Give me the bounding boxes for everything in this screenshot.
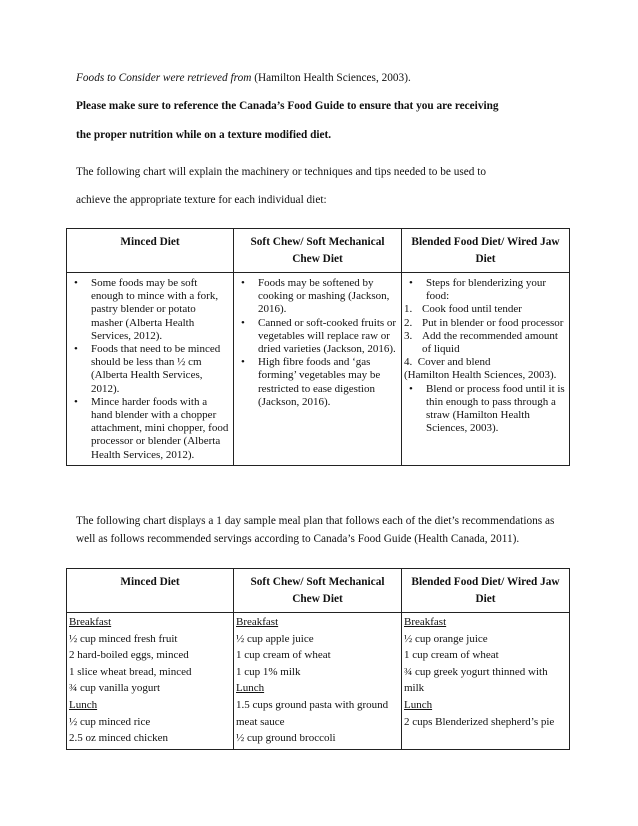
header-blended-diet: Blended Food Diet/ Wired Jaw Diet [402,569,570,613]
bullet-icon: • [409,277,413,289]
bullet-icon: • [74,395,78,408]
header-blended-diet: Blended Food Diet/ Wired Jaw Diet [402,229,570,273]
list-item: 1.5 cups ground pasta with ground meat sauce [236,698,389,728]
bullet-icon: • [74,277,78,289]
lunch-label: Lunch [404,698,433,711]
list-item: ½ cup minced fresh fruit [69,632,178,645]
list-item: 1 cup 1% milk [236,665,301,678]
breakfast-label: Breakfast [404,616,447,628]
blended-meal-cell [402,613,570,750]
source-note-italic: Foods to Consider were retrieved from [76,72,252,84]
header-soft-chew-diet: Soft Chew/ Soft Mechanical Chew Diet [234,569,402,613]
list-item: • High fibre foods and ‘gas forming’ vegetables may be restricted to ease digestion (Jackson, 2016). [241,356,381,408]
list-item: 1 cup cream of wheat [236,649,331,662]
guide-reminder-line-1: Please make sure to reference the Canada’s Food Guide to ensure that you are receiving [76,100,499,112]
list-item: 2 hard-boiled eggs, minced [69,649,189,662]
list-item: ½ cup orange juice [404,632,488,645]
list-item: 2.5 oz minced chicken [69,732,168,745]
techniques-header-row [67,229,570,273]
minced-meal-cell [67,613,234,750]
meal-plan-header-row [67,569,570,613]
list-item: • Some foods may be soft enough to mince with a fork, pastry blender or potato masher (Alberta Health Services, 2012). [74,277,219,342]
list-item: 1 slice wheat bread, minced [69,665,192,678]
step-item: 3. Add the recommended amount of liquid [404,329,558,356]
meal-plan-body-row [67,613,570,750]
soft-chew-techniques-cell [234,273,402,466]
bullet-icon: • [241,316,245,329]
bullet-icon: • [241,277,245,289]
list-item: ½ cup apple juice [236,632,314,645]
guide-reminder-line-2: the proper nutrition while on a texture modified diet. [76,129,332,141]
chart-intro-line-1: The following chart will explain the machinery or techniques and tips needed to be used to [76,166,487,178]
bullet-icon: • [241,356,245,369]
list-item: • Canned or soft-cooked fruits or vegetables will replace raw or dried varieties (Jackson, 2016). [241,316,397,356]
step-citation: (Hamilton Health Sciences, 2003). [404,369,557,382]
breakfast-label: Breakfast [236,616,279,628]
bullet-icon: • [74,343,78,356]
list-item: ½ cup minced rice [69,715,151,728]
list-item: 1 cup cream of wheat [404,649,499,662]
source-note [76,72,566,84]
lunch-label: Lunch [69,698,98,711]
minced-techniques-cell [67,273,234,466]
list-item: • Foods may be softened by cooking or mashing (Jackson, 2016). [241,277,390,316]
list-item: ¾ cup vanilla yogurt [69,682,161,695]
step-item: 1. Cook food until tender [404,303,522,316]
blended-techniques-cell [402,273,570,466]
meal-plan-intro: The following chart displays a 1 day sample meal plan that follows each of the diet’s recommendations as well as follows recommended servings according to Canada’s Food Guide (Health Canada, 2011). [76,515,555,545]
list-item: • Blend or process food until it is thin enough to pass through a straw (Hamilton Health Sciences, 2003). [409,382,565,435]
list-item: • Steps for blenderizing your food: [409,277,547,303]
list-item: ½ cup ground broccoli [236,732,336,745]
meal-plan-table [66,568,570,750]
list-item: 2 cups Blenderized shepherd’s pie [404,715,555,728]
techniques-table [66,228,570,466]
source-note-citation: (Hamilton Health Sciences, 2003). [251,72,411,84]
list-item: • Foods that need to be minced should be less than ½ cm (Alberta Health Services, 2012). [74,343,221,395]
list-item: ¾ cup greek yogurt thinned with milk [404,665,548,695]
techniques-body-row [67,273,570,466]
breakfast-label: Breakfast [69,616,112,628]
list-item: • Mince harder foods with a hand blender with a chopper attachment, mini chopper, food processor or blender (Alberta Health Services, 2012). [74,395,229,461]
bullet-icon: • [409,382,413,395]
chart-intro-line-2: achieve the appropriate texture for each individual diet: [76,194,327,206]
header-minced-diet: Minced Diet [67,229,234,273]
lunch-label: Lunch [236,682,265,695]
header-minced-diet: Minced Diet [67,569,234,613]
step-item: 2. Put in blender or food processor [404,316,564,329]
step-item: 4. Cover and blend [404,356,491,369]
soft-chew-meal-cell [234,613,402,750]
header-soft-chew-diet: Soft Chew/ Soft Mechanical Chew Diet [234,229,402,273]
